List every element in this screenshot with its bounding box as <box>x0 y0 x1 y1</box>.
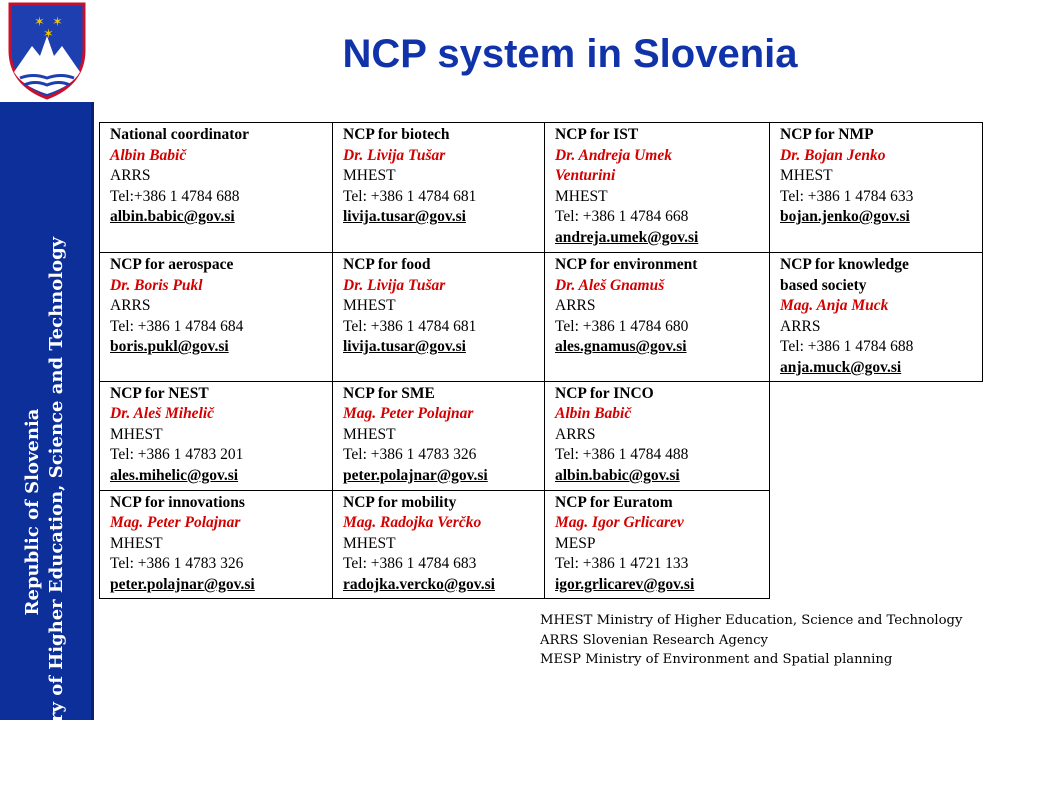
legend <box>540 611 962 670</box>
institution: MHEST <box>343 167 396 185</box>
ncp-contact-cell <box>100 490 333 598</box>
contact-name: Dr. Livija Tušar <box>343 146 446 164</box>
phone-number: Tel: +386 1 4784 681 <box>343 187 477 205</box>
sidebar-line-2: Ministry of Higher Education, Science and Technology <box>46 236 67 787</box>
page-title: NCP system in Slovenia <box>342 32 798 76</box>
contact-name: Dr. Bojan Jenko <box>780 146 886 164</box>
empty-cell <box>770 381 983 490</box>
contact-name: Mag. Anja Muck <box>780 297 889 315</box>
contact-name: Mag. Radojka Verčko <box>343 514 482 532</box>
ncp-contact-cell <box>333 381 545 490</box>
email-link[interactable]: boris.pukl@gov.si <box>110 338 229 356</box>
ncp-role: NCP for INCO <box>555 384 654 402</box>
email-link[interactable]: radojka.vercko@gov.si <box>343 575 495 593</box>
institution: ARRS <box>555 297 596 315</box>
table-row <box>100 253 983 382</box>
phone-number: Tel: +386 1 4721 133 <box>555 555 689 573</box>
phone-number: Tel: +386 1 4784 680 <box>555 317 689 335</box>
email-link[interactable]: bojan.jenko@gov.si <box>780 208 910 226</box>
svg-text:✶: ✶ <box>34 15 45 30</box>
ncp-table <box>99 122 983 599</box>
table-row <box>100 123 983 253</box>
email-link[interactable]: igor.grlicarev@gov.si <box>555 575 695 593</box>
contact-name: Dr. Andreja Umek <box>555 146 672 164</box>
phone-number: Tel: +386 1 4784 668 <box>555 208 689 226</box>
phone-number: Tel:+386 1 4784 688 <box>110 187 240 205</box>
ncp-role: NCP for innovations <box>110 493 245 511</box>
table-row <box>100 490 983 598</box>
coat-of-arms-icon <box>6 2 88 100</box>
contact-name: Dr. Aleš Gnamuš <box>555 276 665 294</box>
ncp-role: National coordinator <box>110 126 250 143</box>
ncp-role: NCP for aerospace <box>110 256 234 273</box>
contact-name: Mag. Peter Polajnar <box>110 514 241 532</box>
ncp-role: NCP for environment <box>555 256 698 273</box>
institution: MHEST <box>343 297 396 315</box>
phone-number: Tel: +386 1 4783 326 <box>110 555 244 573</box>
svg-text:✶: ✶ <box>52 15 63 30</box>
ncp-role: NCP for NEST <box>110 384 209 402</box>
phone-number: Tel: +386 1 4784 633 <box>780 187 914 205</box>
ncp-contact-cell <box>333 490 545 598</box>
institution: MHEST <box>343 425 396 443</box>
phone-number: Tel: +386 1 4784 688 <box>780 338 914 356</box>
phone-number: Tel: +386 1 4784 681 <box>343 317 477 335</box>
phone-number: Tel: +386 1 4783 326 <box>343 446 477 464</box>
sidebar-line-1: Republic of Slovenia <box>22 408 43 616</box>
ncp-contact-cell <box>100 253 333 382</box>
institution: ARRS <box>110 297 151 315</box>
sidebar-text <box>21 237 69 787</box>
legend-item-mesp: MESP Ministry of Environment and Spatial planning <box>540 652 893 667</box>
empty-cell <box>770 490 983 598</box>
table-row <box>100 381 983 490</box>
ncp-contact-cell <box>545 123 770 253</box>
institution: MHEST <box>343 534 396 552</box>
sidebar <box>0 102 91 787</box>
email-link[interactable]: peter.polajnar@gov.si <box>110 575 255 593</box>
phone-number: Tel: +386 1 4784 683 <box>343 555 477 573</box>
institution: ARRS <box>110 167 151 185</box>
svg-text:✶: ✶ <box>43 27 54 42</box>
ncp-contact-cell <box>545 381 770 490</box>
institution: MHEST <box>110 534 163 552</box>
ncp-role: NCP for biotech <box>343 126 450 143</box>
ncp-contact-cell <box>333 253 545 382</box>
ncp-contact-cell <box>770 123 983 253</box>
email-link[interactable]: albin.babic@gov.si <box>110 208 235 226</box>
institution: MHEST <box>555 187 608 205</box>
email-link[interactable]: livija.tusar@gov.si <box>343 208 466 226</box>
contact-name: Dr. Aleš Mihelič <box>110 405 215 423</box>
phone-number: Tel: +386 1 4783 201 <box>110 446 244 464</box>
contact-name: Albin Babič <box>555 405 632 423</box>
ncp-role: based society <box>780 276 867 294</box>
institution: MESP <box>555 534 596 552</box>
ncp-role: NCP for Euratom <box>555 493 673 511</box>
legend-item-arrs: ARRS Slovenian Research Agency <box>540 632 768 648</box>
ncp-role: NCP for SME <box>343 384 435 402</box>
institution: ARRS <box>780 317 821 335</box>
legend-item-mhest: MHEST Ministry of Higher Education, Science and Technology <box>540 613 963 628</box>
institution: MHEST <box>780 167 833 185</box>
ncp-role: NCP for NMP <box>780 126 874 143</box>
ncp-role: NCP for mobility <box>343 493 457 511</box>
contact-name: Venturini <box>555 167 616 185</box>
email-link[interactable]: ales.gnamus@gov.si <box>555 338 687 356</box>
email-link[interactable]: andreja.umek@gov.si <box>555 228 699 246</box>
contact-name: Dr. Boris Pukl <box>110 276 203 294</box>
contact-name: Mag. Peter Polajnar <box>343 405 474 423</box>
ncp-contact-cell <box>545 253 770 382</box>
email-link[interactable]: anja.muck@gov.si <box>780 358 902 376</box>
email-link[interactable]: peter.polajnar@gov.si <box>343 466 488 484</box>
ncp-role: NCP for knowledge <box>780 256 909 273</box>
email-link[interactable]: ales.mihelic@gov.si <box>110 466 239 484</box>
ncp-contact-cell <box>770 253 983 382</box>
email-link[interactable]: livija.tusar@gov.si <box>343 338 466 356</box>
email-link[interactable]: albin.babic@gov.si <box>555 466 680 484</box>
ncp-contact-cell <box>100 123 333 253</box>
ncp-role: NCP for IST <box>555 126 639 143</box>
institution: ARRS <box>555 425 596 443</box>
ncp-contact-cell <box>333 123 545 253</box>
phone-number: Tel: +386 1 4784 488 <box>555 446 689 464</box>
contact-name: Dr. Livija Tušar <box>343 276 446 294</box>
ncp-contact-cell <box>545 490 770 598</box>
ncp-role: NCP for food <box>343 256 431 273</box>
institution: MHEST <box>110 425 163 443</box>
ncp-contact-cell <box>100 381 333 490</box>
contact-name: Mag. Igor Grlicarev <box>555 514 684 532</box>
phone-number: Tel: +386 1 4784 684 <box>110 317 244 335</box>
contact-name: Albin Babič <box>110 146 187 164</box>
